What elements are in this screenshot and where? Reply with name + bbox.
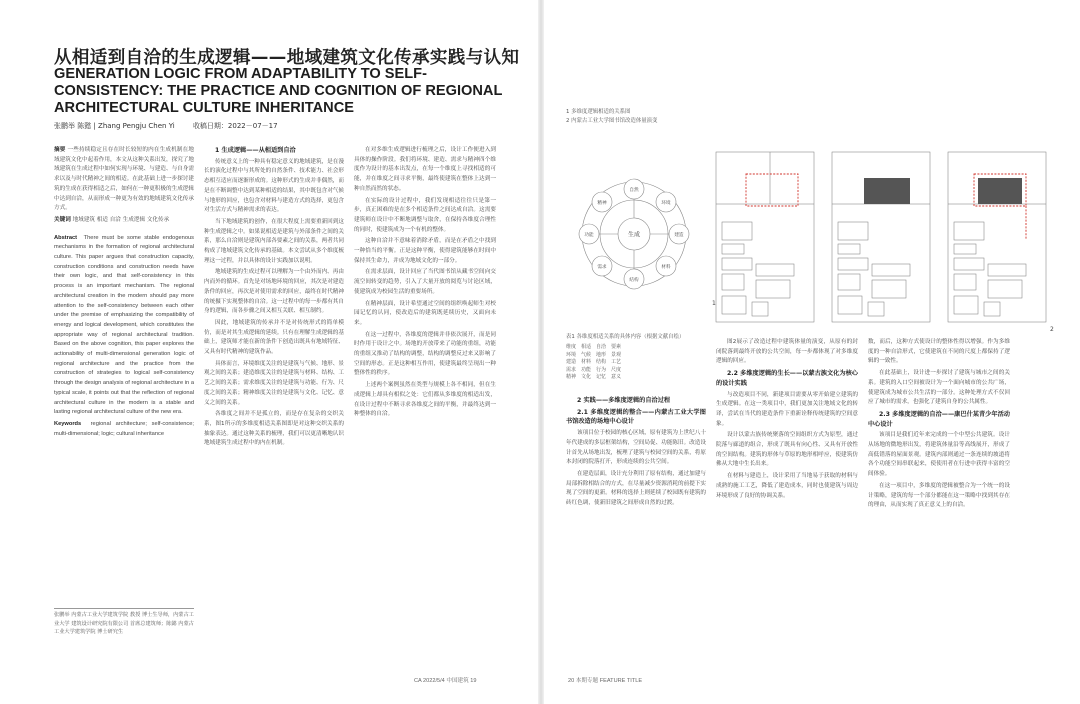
legend-table: [566, 344, 696, 382]
table-cell: 自洽: [596, 344, 607, 350]
paragraph: 设计以蒙古族传统聚落的空间组织方式为原型，通过院落与廊道的组合，形成了既具有向心性、又具有开放性的空间结构。建筑的形体与草原的地形相呼应，使建筑仿佛从大地中生长出来。: [716, 432, 858, 468]
relationship-diagram: [566, 168, 702, 300]
table-cell: 相适: [581, 344, 592, 350]
table-cell: 需求: [566, 366, 577, 373]
right-folio: 20 本期专题 FEATURE TITLE: [568, 678, 643, 684]
table-cell: 结构: [596, 359, 607, 366]
figure-caption-1: 1 多维度逻辑相适的关系图: [566, 109, 631, 115]
new-volume-block: [978, 178, 1022, 204]
paragraph: 该项目位于校园的核心区域，原有建筑为上世纪八十年代建成的多层框架结构，空间局促、功能陈旧。改造设计首先从场地出发，梳理了建筑与校园空间的关系，将原本封闭的院落打开，形成连续的公共空间。: [566, 430, 706, 466]
figure-number-1: 1: [712, 300, 716, 307]
paragraph: 具体而言，环境维度关注的是建筑与气候、地形、景观之间的关系；建造维度关注的是建筑与材料、结构、工艺之间的关系；需求维度关注的是建筑与功能、行为、尺度之间的关系；精神维度关注的是建筑与文化、记忆、意义之间的关系。: [204, 360, 344, 406]
diagram-node-label: 结构: [629, 278, 639, 283]
body-column-6: [868, 338, 1010, 668]
table-row: [566, 344, 626, 352]
table-cell: 尺度: [611, 366, 622, 373]
paragraph: 该项目是我们近年来完成的一个中型公共建筑。设计从场地的微地形出发，将建筑体量沿等高线展开，形成了高低错落的屋面景观。建筑内部则通过一条连续的坡道将各个功能空间串联起来，使使用者在行进中获得丰富的空间体验。: [868, 432, 1010, 478]
paragraph: 在建造层面，设计充分利用了原有结构，通过加建与局部拆除相结合的方式，在尽量减少资源消耗的前提下实现了空间的更新。材料的选择上则延续了校园既有建筑的砖红色调，使新旧建筑之间形成自然的过渡。: [566, 470, 706, 507]
body-column-4: [566, 396, 706, 668]
paragraph: 各维度之间并不是孤立的，而是存在复杂的交织关系，图1所示的多维度相适关系图即是对这种交织关系的抽象表达。通过这种关系的梳理，我们可以更清晰地认识地域建筑生成过程中的内在机制。: [204, 411, 344, 447]
table-cell: 建造: [566, 359, 577, 366]
diagram-node-label: 需求: [597, 265, 607, 270]
table-cell: 地形: [596, 351, 607, 358]
keywords-en: regional architecture; self-consistence; multi-dimensional; logic; cultural inheritance: [54, 420, 194, 437]
table-cell: 维度: [566, 344, 577, 350]
paragraph: 上述两个案例虽然在类型与规模上各不相同，但在生成逻辑上却具有相似之处：它们都从多维度的相适出发，在设计过程中不断寻求各维度之间的平衡，并最终达到一种整体的自洽。: [354, 382, 496, 418]
table-cell: 气候: [581, 351, 592, 358]
table-cell: 要素: [611, 344, 622, 350]
table-cell: 行为: [596, 366, 607, 373]
abstract-en-label: Abstract: [54, 234, 78, 241]
keywords-en-label: Keywords: [54, 420, 82, 427]
paragraph: 在这一过程中，各维度的逻辑并非依次展开，而是同时作用于设计之中。场地的开放带来了功能的重组，功能的重组又推动了结构的调整，结构的调整反过来又影响了空间的形态。正是这种相互作用，使建筑最终呈现出一种整体性的秩序。: [354, 331, 496, 377]
left-page: [0, 0, 538, 704]
site-plan-figure: [708, 144, 1058, 334]
paragraph: 在材料与建造上，设计采用了当地易于获取的材料与成熟的施工工艺，降低了建造成本，同时也使建筑与周边环境形成了良好的协调关系。: [716, 473, 858, 499]
body-column-2: [204, 146, 344, 668]
diagram-node-label: 环境: [661, 201, 671, 206]
paragraph: 在对多维生成逻辑进行梳理之后，设计工作便进入到具体的操作阶段。我们将环境、建造、需求与精神四个维度作为设计的基本出发点，在每一个维度上寻找相适的可能，并在维度之间寻求平衡，最终使建筑在整体上达到一种自然而然的状态。: [354, 147, 496, 192]
section1-heading: 1 生成逻辑——从相适到自洽: [215, 147, 296, 154]
table-cell: 景观: [611, 351, 622, 358]
table-caption: 表1 各维度相适关系的具体内容（根据文献自绘）: [566, 334, 685, 340]
abstract-cn-label: 摘要: [54, 147, 66, 153]
right-page: [544, 0, 1080, 704]
diagram-center-label: 生成: [627, 231, 641, 239]
figure-captions: [566, 108, 657, 125]
subsection-heading: 2.1 多维度逻辑的整合——内蒙古工业大学图书馆改造的场地中心设计: [566, 408, 706, 426]
table-cell: 材料: [581, 359, 592, 366]
subsection-heading: 2.3 多维度逻辑的自洽——康巴什某青少年活动中心设计: [868, 410, 1010, 428]
paragraph: 当下地域建筑的创作，在很大程度上需要重新回到这种生成逻辑之中。如果说相适是建筑与外部条件之间的关系，那么自洽则是建筑内部各要素之间的关系，两者共同构成了地域建筑文化传承的基础。本文尝试从多个维度梳理这一过程，并以具体的设计实践加以说明。: [204, 218, 344, 264]
new-volume-block: [864, 178, 910, 204]
table-cell: 文化: [581, 374, 592, 381]
paragraph: 在需求层面，设计回应了当代图书馆从藏书空间向交流空间转变的趋势，引入了大量开放的阅览与讨论区域，使建筑成为校园生活的重要场所。: [354, 269, 496, 295]
abstract-en-text: There must be some stable endogenous mechanisms in the formation of regional architectural culture. This paper argues that construction capacity, construction conditions and construction needs have their own logic, and that self-consistency in this process is an important mechanism. The regional architectural creation in the modern should pay more attention to the self-consistency between each other under the premise of emphasizing the compatibility of energy and logical development, which constitutes the appropriate way of regional architectural tradition. Based on the above cognition, this paper explores the actionability of multi-dimensional generation logic of regional architecture and the practice from the construction of strategies to logical self-consistency through the design analysis of regional architecture in a typical scale, it points out that the reflection of regional architectural culture in the modern is a stable and lasting regional architectural culture of the new era.: [54, 234, 194, 416]
paragraph: 在精神层面，设计希望通过空间的组织唤起师生对校园记忆的认同，使改造后的建筑既延续历史，又面向未来。: [354, 300, 496, 326]
table-cell: 意义: [611, 374, 622, 381]
diagram-node-label: 材料: [661, 265, 671, 270]
abstract-cn-text: 一些持续稳定且存在时长较短的内在生成机制在地域建筑文化中起着作用，本文从这种关系出发，探究了地域建筑在生成过程中如何实现与环境、与建造、与自身需求以及与时代精神之间的相适。在此基础上进一步探讨建筑的生成在获得相适之后，如何在一种更积极的生成逻辑中达到自洽，从而形成一种更为有效的地域建筑文化传承方式。: [54, 147, 194, 212]
article-title-en: GENERATION LOGIC FROM ADAPTABILITY TO SELF-CONSISTENCY: THE PRACTICE AND COGNITION OF REGIONAL ARCHITECTURAL CULTURE INHERITANCE: [54, 66, 503, 116]
paragraph: 地域建筑的生成过程可以理解为一个由外而内、再由内而外的循环。首先是对场地环境的回应，其次是对建造条件的回应，再次是对使用需求的回应，最终在时代精神的统摄下实现整体的自洽。这一过程中的每一步都有其自身的逻辑，而各步骤之间又相互关联、相互制约。: [204, 269, 344, 315]
table-cell: 工艺: [611, 359, 622, 366]
diagram-node-label: 建造: [674, 233, 684, 238]
abstract-column: [54, 146, 194, 601]
table-cell: 记忆: [596, 374, 607, 381]
paragraph: 这种自洽并不意味着消除矛盾，而是在矛盾之中找到一种恰当的平衡。正是这种平衡，使得建筑能够在时间中保持其生命力，并成为地域文化的一部分。: [354, 238, 496, 264]
figure-caption-2: 2 内蒙古工业大学图书馆改造体量演变: [566, 117, 658, 124]
author-footnote: 张鹏举 内蒙古工业大学建筑学院 教授 博士生导师，内蒙古工业大学 建筑设计研究院有限公司 首席总建筑师；陈懿 内蒙古工业大学建筑学院 博士研究生: [54, 608, 194, 637]
diagram-node-label: 功能: [584, 233, 594, 238]
body-column-3: [354, 146, 496, 668]
paragraph: 传统意义上的一种具有稳定意义的地域建筑，是在漫长的演化过程中与其所处的自然条件、技术能力、社会形态相互适应而逐渐形成的。这种形式的生成并非偶然，而是在不断调整中达到某种相适的结果，其中既包含对气候与地形的回应，也包含对材料与建造方式的选择，更包含对生活方式与精神需求的表达。: [204, 158, 344, 214]
paragraph: 因此，地域建筑的传承并不是对传统形式的简单模仿，而是对其生成逻辑的延续。只有在理解生成逻辑的基础上，建筑师才能在新的条件下创造出既具有地域特征、又具有时代精神的建筑作品。: [204, 319, 344, 356]
paragraph: 图2展示了改造过程中建筑体量的演变，从原有的封闭院落到最终开放的公共空间，每一步都体现了对多维度逻辑的回应。: [716, 339, 858, 365]
section2-heading: 2 实践——多维度逻辑的自洽过程: [577, 397, 671, 404]
table-cell: 环境: [566, 351, 577, 358]
table-cell: 功能: [581, 366, 592, 373]
keywords-cn-label: 关键词: [54, 216, 71, 223]
table-row: [566, 359, 626, 367]
paragraph: 在实际的设计过程中，我们发现相适往往只是第一步，真正困难的是在多个相适条件之间达成自洽。这需要建筑师在设计中不断地调整与取舍，在保持各维度合理性的同时，使建筑成为一个有机的整体。: [354, 197, 496, 233]
article-title-cn: 从相适到自洽的生成逻辑——地域建筑文化传承实践与认知: [54, 48, 520, 68]
figure-number-2: 2: [1050, 326, 1054, 333]
authors-names: 张鹏举 陈懿 | Zhang Pengju Chen Yi: [54, 122, 175, 130]
diagram-node-label: 自然: [629, 188, 639, 193]
keywords-cn: 地域建筑 相适 自洽 生成逻辑 文化传承: [72, 216, 170, 223]
diagram-node-label: 精神: [597, 201, 607, 206]
table-row: [566, 374, 626, 382]
paragraph: 数，而后，这种方式使设计的整体性得以增强。作为多维度的一种自洽形式，它使建筑在不同的尺度上都保持了逻辑的一致性。: [868, 339, 1010, 365]
body-column-5: [716, 338, 858, 668]
paragraph: 在这一项目中，多维度的逻辑被整合为一个统一的设计策略，建筑的每一个部分都能在这一策略中找到其存在的理由，从而实现了真正意义上的自洽。: [868, 482, 1010, 509]
received-date: 收稿日期：2022－07－17: [192, 122, 278, 130]
table-cell: 精神: [566, 374, 577, 381]
subsection-heading: 2.2 多维度逻辑的生长——以蒙古族文化为核心的设计实践: [716, 370, 858, 387]
paragraph: 与改造项目不同，新建项目需要从零开始建立建筑的生成逻辑。在这一类项目中，我们更加关注地域文化的转译，尝试在当代的建造条件下重新诠释传统建筑的空间意象。: [716, 391, 858, 427]
left-folio: CA 2022/5/4 中国建筑 19: [414, 678, 477, 684]
paragraph: 在此基础上，设计进一步探讨了建筑与城市之间的关系。建筑的入口空间被设计为一个面向城市的公共广场，使建筑成为城市公共生活的一部分。这种处理方式不仅回应了城市的需求，也强化了建筑自身的公共属性。: [868, 370, 1010, 406]
authors-line: [54, 121, 278, 131]
